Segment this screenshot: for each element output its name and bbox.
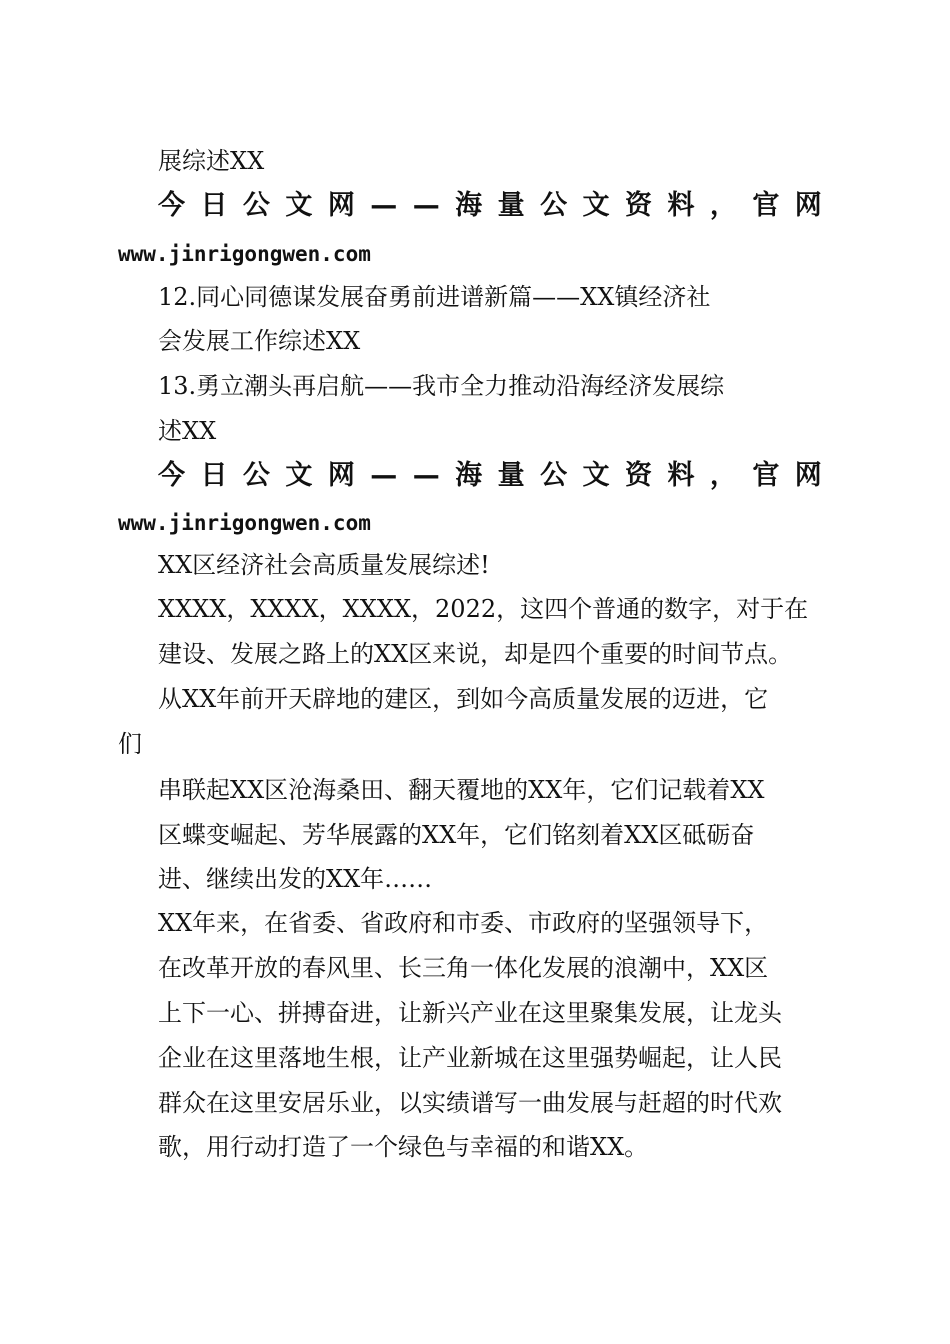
site-banner	[158, 190, 822, 222]
banner-char: 日	[200, 460, 228, 491]
banner-char: 今	[158, 460, 185, 491]
banner-char: 日	[200, 190, 228, 221]
banner-char: 料	[667, 460, 695, 491]
banner-char: ，	[709, 460, 737, 491]
banner-char: 资	[624, 460, 652, 491]
banner-char: 公	[540, 460, 568, 491]
banner-char: 网	[794, 190, 822, 221]
banner-char: 量	[497, 460, 525, 491]
banner-char: 网	[327, 190, 355, 221]
banner-char: 文	[582, 190, 610, 221]
item-13-line-2: 述XX	[158, 417, 217, 445]
banner-char: 料	[667, 190, 695, 221]
banner-char: 量	[497, 190, 525, 221]
paragraph-2-line: 企业在这里落地生根，让产业新城在这里强势崛起，让人民	[158, 1044, 782, 1072]
item-12-line-2: 会发展工作综述XX	[158, 327, 361, 355]
banner-char: 海	[455, 190, 483, 221]
site-banner	[158, 460, 822, 492]
paragraph-2-line: 在改革开放的春风里、长三角一体化发展的浪潮中，XX区	[158, 954, 769, 982]
paragraph-2-line: 上下一心、拼搏奋进，让新兴产业在这里聚集发展，让龙头	[158, 999, 782, 1027]
paragraph-1-line: 们	[118, 730, 142, 758]
banner-char: 文	[582, 460, 610, 491]
banner-char: 官	[752, 190, 780, 221]
continuation-text: 展综述XX	[158, 147, 265, 175]
banner-char: 资	[624, 190, 652, 221]
banner-char: 文	[285, 190, 313, 221]
paragraph-2-line: XX年来，在省委、省政府和市委、市政府的坚强领导下，	[158, 909, 769, 937]
banner-char: 今	[158, 190, 185, 221]
banner-char: 官	[752, 460, 780, 491]
paragraph-1-line: 串联起XX区沧海桑田、翻天覆地的XX年，它们记载着XX	[158, 776, 765, 804]
paragraph-1-line: XXXX，XXXX，XXXX，2022，这四个普通的数字，对于在	[158, 595, 809, 623]
banner-char: —	[412, 460, 440, 491]
banner-char: —	[370, 190, 398, 221]
banner-char: —	[412, 190, 440, 221]
banner-char: 网	[327, 460, 355, 491]
site-url[interactable]: www.jinrigongwen.com	[118, 511, 371, 535]
banner-char: 文	[285, 460, 313, 491]
banner-char: 网	[794, 460, 822, 491]
paragraph-2-line: 群众在这里安居乐业，以实绩谱写一曲发展与赶超的时代欢	[158, 1089, 782, 1117]
item-13-line-1: 13.勇立潮头再启航——我市全力推动沿海经济发展综	[158, 372, 725, 400]
paragraph-1-line: 区蝶变崛起、芳华展露的XX年，它们铭刻着XX区砥砺奋	[158, 821, 755, 849]
banner-char: 海	[455, 460, 483, 491]
paragraph-1-line: 从XX年前开天辟地的建区，到如今高质量发展的迈进，它	[158, 685, 769, 713]
item-12-line-1: 12.同心同德谋发展奋勇前进谱新篇——XX镇经济社	[158, 283, 711, 311]
banner-char: —	[370, 460, 398, 491]
site-url[interactable]: www.jinrigongwen.com	[118, 242, 371, 266]
banner-char: 公	[540, 190, 568, 221]
banner-char: ，	[709, 190, 737, 221]
banner-char: 公	[242, 190, 270, 221]
banner-char: 公	[242, 460, 270, 491]
paragraph-2-line: 歌，用行动打造了一个绿色与幸福的和谐XX。	[158, 1133, 649, 1161]
article-title: XX区经济社会高质量发展综述!	[158, 551, 490, 579]
paragraph-1-line: 建设、发展之路上的XX区来说，却是四个重要的时间节点。	[158, 640, 793, 668]
paragraph-1-line: 进、继续出发的XX年……	[158, 865, 433, 893]
